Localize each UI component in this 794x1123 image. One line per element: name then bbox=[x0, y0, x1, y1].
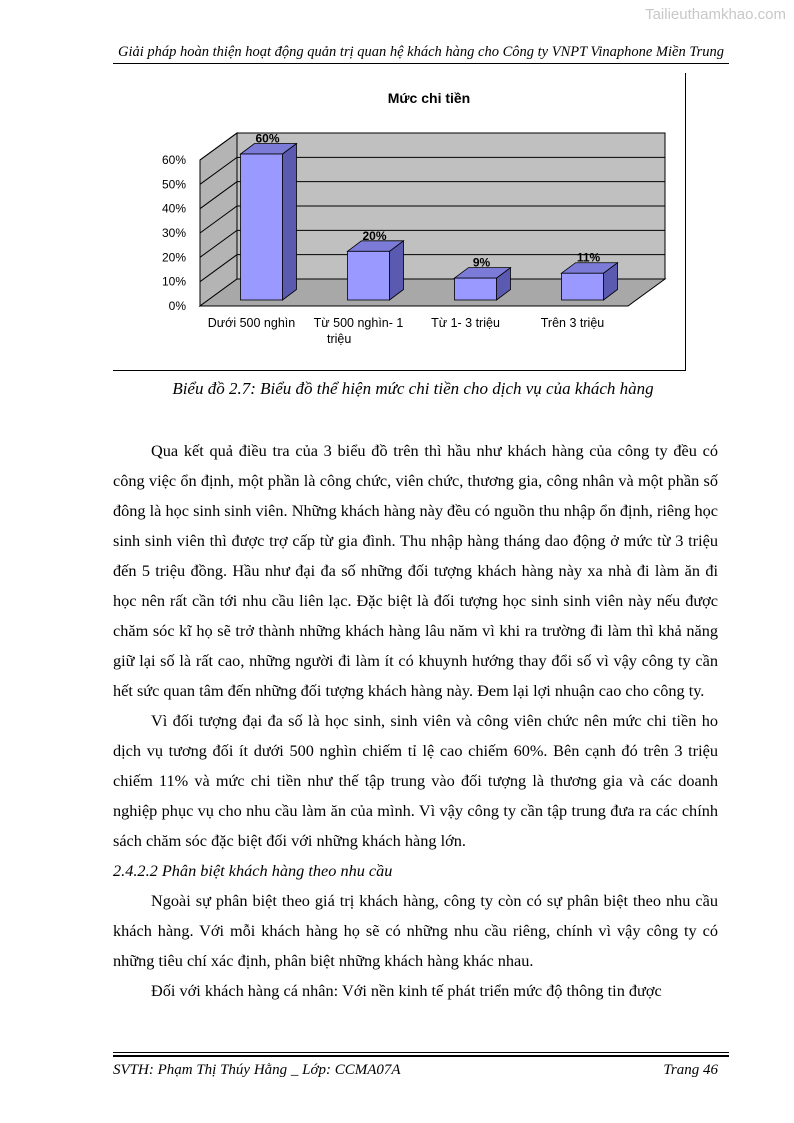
bar bbox=[455, 278, 497, 300]
body-text bbox=[113, 436, 718, 1006]
x-tick-label: Trên 3 triệu bbox=[540, 316, 605, 330]
y-tick-label: 10% bbox=[161, 274, 186, 289]
chart-title: Mức chi tiền bbox=[387, 90, 471, 106]
data-label: 9% bbox=[472, 255, 491, 270]
section-heading: 2.4.2.2 Phân biệt khách hàng theo nhu cầu bbox=[113, 861, 393, 880]
y-tick-label: 20% bbox=[161, 250, 186, 265]
chart-caption: Biểu đồ 2.7: Biểu đồ thể hiện mức chi tiền cho dịch vụ của khách hàng bbox=[172, 379, 654, 398]
x-tick-label: triệu bbox=[327, 332, 352, 346]
watermark: Tailieuthamkhao.com bbox=[645, 6, 786, 23]
paragraph-2: Vì đối tượng đại đa số là học sinh, sinh viên và công viên chức nên mức chi tiền ho dịch vụ tương đối ít dưới 500 nghìn chiếm tỉ lệ cao chiếm 60%. Bên cạnh đó trên 3 triệu chiếm 11% và mức chi tiền như thế tập trung vào đối tượng là thương gia và các doanh nghiệp phục vụ cho nhu cầu làm ăn của mình. Vì vậy công ty cần tập trung đưa ra các chính sách chăm sóc đặc biệt đối với những khách hàng lớn. bbox=[113, 711, 718, 850]
x-tick-label: Dưới 500 nghìn bbox=[207, 316, 296, 330]
y-tick-label: 60% bbox=[161, 153, 186, 167]
data-label: 11% bbox=[576, 250, 601, 265]
chart-frame bbox=[113, 73, 686, 371]
bar-side bbox=[283, 144, 297, 301]
x-tick-label: Từ 500 nghìn- 1 bbox=[313, 316, 404, 330]
bar-chart bbox=[113, 73, 685, 370]
y-tick-label: 30% bbox=[161, 226, 186, 240]
x-tick-label: Từ 1- 3 triệu bbox=[431, 316, 500, 330]
page-header: Giải pháp hoàn thiện hoạt động quản trị quan hệ khách hàng cho Công ty VNPT Vinaphone Miền Trung bbox=[117, 44, 724, 60]
bar bbox=[241, 154, 283, 300]
data-label: 20% bbox=[362, 228, 387, 243]
y-tick-label: 50% bbox=[161, 177, 186, 192]
paragraph-3: Ngoài sự phân biệt theo giá trị khách hàng, công ty còn có sự phân biệt theo nhu cầu khách hàng. Với mỗi khách hàng họ sẽ có những nhu cầu riêng, chính vì vậy công ty có những tiêu chí xác định, phân biệt những khách hàng khác nhau. bbox=[113, 891, 718, 970]
page-number: Trang 46 bbox=[663, 1062, 718, 1078]
footer-rule-bottom bbox=[113, 1055, 729, 1057]
paragraph-4: Đối với khách hàng cá nhân: Với nền kinh tế phát triển mức độ thông tin được bbox=[151, 981, 662, 1000]
header-rule bbox=[113, 63, 729, 64]
data-label: 60% bbox=[255, 131, 280, 146]
bar bbox=[562, 273, 604, 300]
y-tick-label: 40% bbox=[161, 201, 186, 216]
paragraph-1: Qua kết quả điều tra của 3 biểu đồ trên thì hầu như khách hàng của công ty đều có công việc ổn định, một phần là công chức, viên chức, thương gia, công nhân và một phần số đông là học sinh sinh viên. Những khách hàng này đều có nguồn thu nhập ổn định, riêng học sinh sinh viên thì được trợ cấp từ gia đình. Thu nhập hàng tháng dao động ở mức từ 3 triệu đến 5 triệu đồng. Hầu như đại đa số những đối tượng khách hàng này xa nhà đi làm ăn đi học nên rất cần tới nhu cầu liên lạc. Đặc biệt là đối tượng học sinh sinh viên này nếu được chăm sóc kĩ họ sẽ trở thành những khách hàng lâu năm vì khi ra trường đi làm thì khả năng giữ lại số là rất cao, những người đi làm ít có khuynh hướng thay đổi số vì vậy công ty cần hết sức quan tâm đến những đối tượng khách hàng này. Đem lại lợi nhuận cao cho công ty. bbox=[113, 441, 718, 700]
y-tick-label: 0% bbox=[168, 299, 186, 313]
footer-author: SVTH: Phạm Thị Thúy Hằng _ Lớp: CCMA07A bbox=[113, 1062, 401, 1078]
footer-rule-top bbox=[113, 1052, 729, 1053]
page-footer bbox=[113, 1062, 718, 1079]
bar bbox=[348, 251, 390, 300]
